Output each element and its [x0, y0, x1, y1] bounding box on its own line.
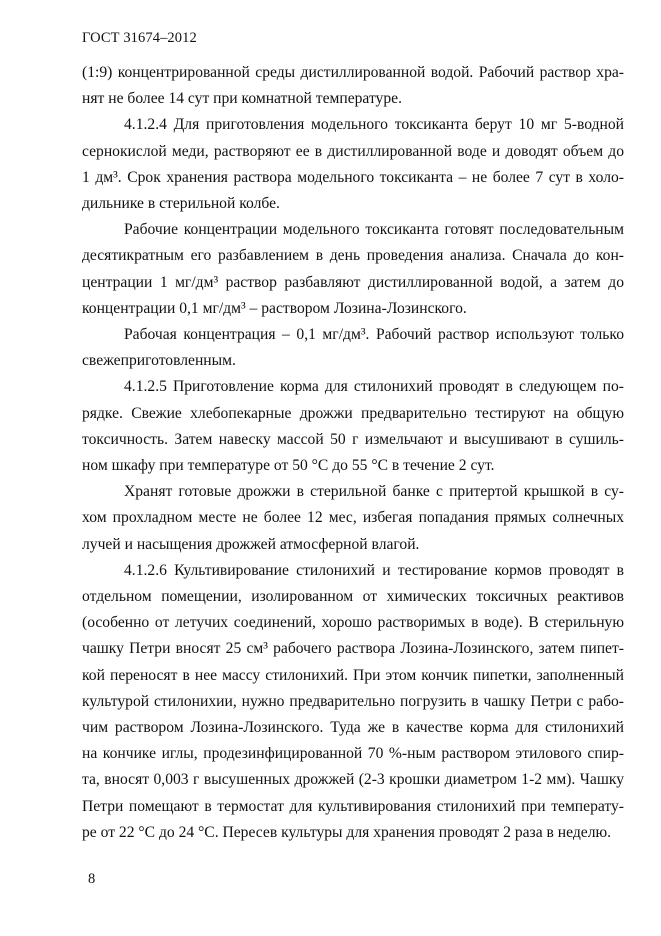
- paragraph-1: [82, 60, 624, 112]
- text-line: культурой стилонихии, нужно предварительно погрузить в чашку Петри с рабо-: [82, 692, 624, 710]
- paragraph-storage: [82, 479, 624, 558]
- page-header: ГОСТ 31674–2012: [82, 30, 197, 46]
- paragraph-4-1-2-4: [82, 112, 624, 217]
- text-line: отдельном помещении, изолированном от химических токсичных реактивов: [82, 588, 624, 606]
- paragraph-working-concentration: [82, 322, 624, 374]
- text-line: ре от 22 °С до 24 °С. Пересев культуры для хранения проводят 2 раза в неделю.: [82, 823, 612, 841]
- text-line: нят не более 14 сут при комнатной температуре.: [82, 90, 402, 108]
- text-line: дильнике в стерильной колбе.: [82, 195, 280, 213]
- text-line: чашку Петри вносят 25 см³ рабочего раствора Лозина-Лозинского, затем пипет-: [82, 640, 624, 658]
- document-body: [82, 60, 624, 846]
- text-line: (1:9) концентрированной среды дистиллированной водой. Рабочий раствор хра-: [82, 64, 624, 81]
- text-line: ном шкафу при температуре от 50 °С до 55 °С в течение 2 сут.: [82, 457, 495, 475]
- text-line: десятикратным его разбавлением в день проведения анализа. Сначала до кон-: [82, 247, 624, 265]
- text-line: кой переносят в нее массу стилонихий. При этом кончик пипетки, заполненный: [82, 666, 624, 684]
- text-line: 4.1.2.4 Для приготовления модельного токсиканта берут 10 мг 5-водной: [124, 116, 624, 134]
- text-line: токсичность. Затем навеску массой 50 г измельчают и высушивают в сушиль-: [82, 430, 624, 448]
- text-line: та, вносят 0,003 г высушенных дрожжей (2-3 крошки диаметром 1-2 мм). Чашку: [82, 771, 624, 789]
- text-line: сернокислой меди, растворяют ее в дистиллированной воде и доводят объем до: [82, 142, 624, 160]
- paragraph-4-1-2-6: [82, 558, 624, 846]
- text-line: хом прохладном месте не более 12 мес, избегая попадания прямых солнечных: [82, 509, 624, 527]
- text-line: чим раствором Лозина-Лозинского. Туда же в качестве корма для стилонихий: [82, 719, 624, 737]
- text-line: рядке. Свежие хлебопекарные дрожжи предварительно тестируют на общую: [82, 404, 624, 422]
- text-line: (особенно от летучих соединений, хорошо растворимых в воде). В стерильную: [82, 614, 624, 632]
- text-line: 4.1.2.5 Приготовление корма для стилонихий проводят в следующем по-: [124, 378, 624, 396]
- text-line: Хранят готовые дрожжи в стерильной банке с притертой крышкой в су-: [124, 483, 624, 501]
- text-line: 1 дм³. Срок хранения раствора модельного токсиканта – не более 7 сут в холо-: [82, 168, 624, 186]
- text-line: Рабочие концентрации модельного токсиканта готовят последовательным: [124, 221, 624, 239]
- text-line: лучей и насыщения дрожжей атмосферной влагой.: [82, 535, 420, 553]
- text-line: свежеприготовленным.: [82, 352, 236, 370]
- text-line: 4.1.2.6 Культивирование стилонихий и тестирование кормов проводят в: [124, 561, 624, 579]
- page-number: 8: [88, 871, 96, 887]
- text-line: Петри помещают в термостат для культивирования стилонихий при температу-: [82, 797, 624, 815]
- text-line: центрации 1 мг/дм³ раствор разбавляют дистиллированной водой, а затем до: [82, 273, 624, 291]
- paragraph-4-1-2-5: [82, 374, 624, 479]
- text-line: на кончике иглы, продезинфицированной 70 %-ным раствором этилового спир-: [82, 745, 624, 763]
- text-line: концентрации 0,1 мг/дм³ – раствором Лозина-Лозинского.: [82, 299, 467, 317]
- text-line: Рабочая концентрация – 0,1 мг/дм³. Рабочий раствор используют только: [124, 326, 624, 344]
- paragraph-working-concentrations: [82, 217, 624, 322]
